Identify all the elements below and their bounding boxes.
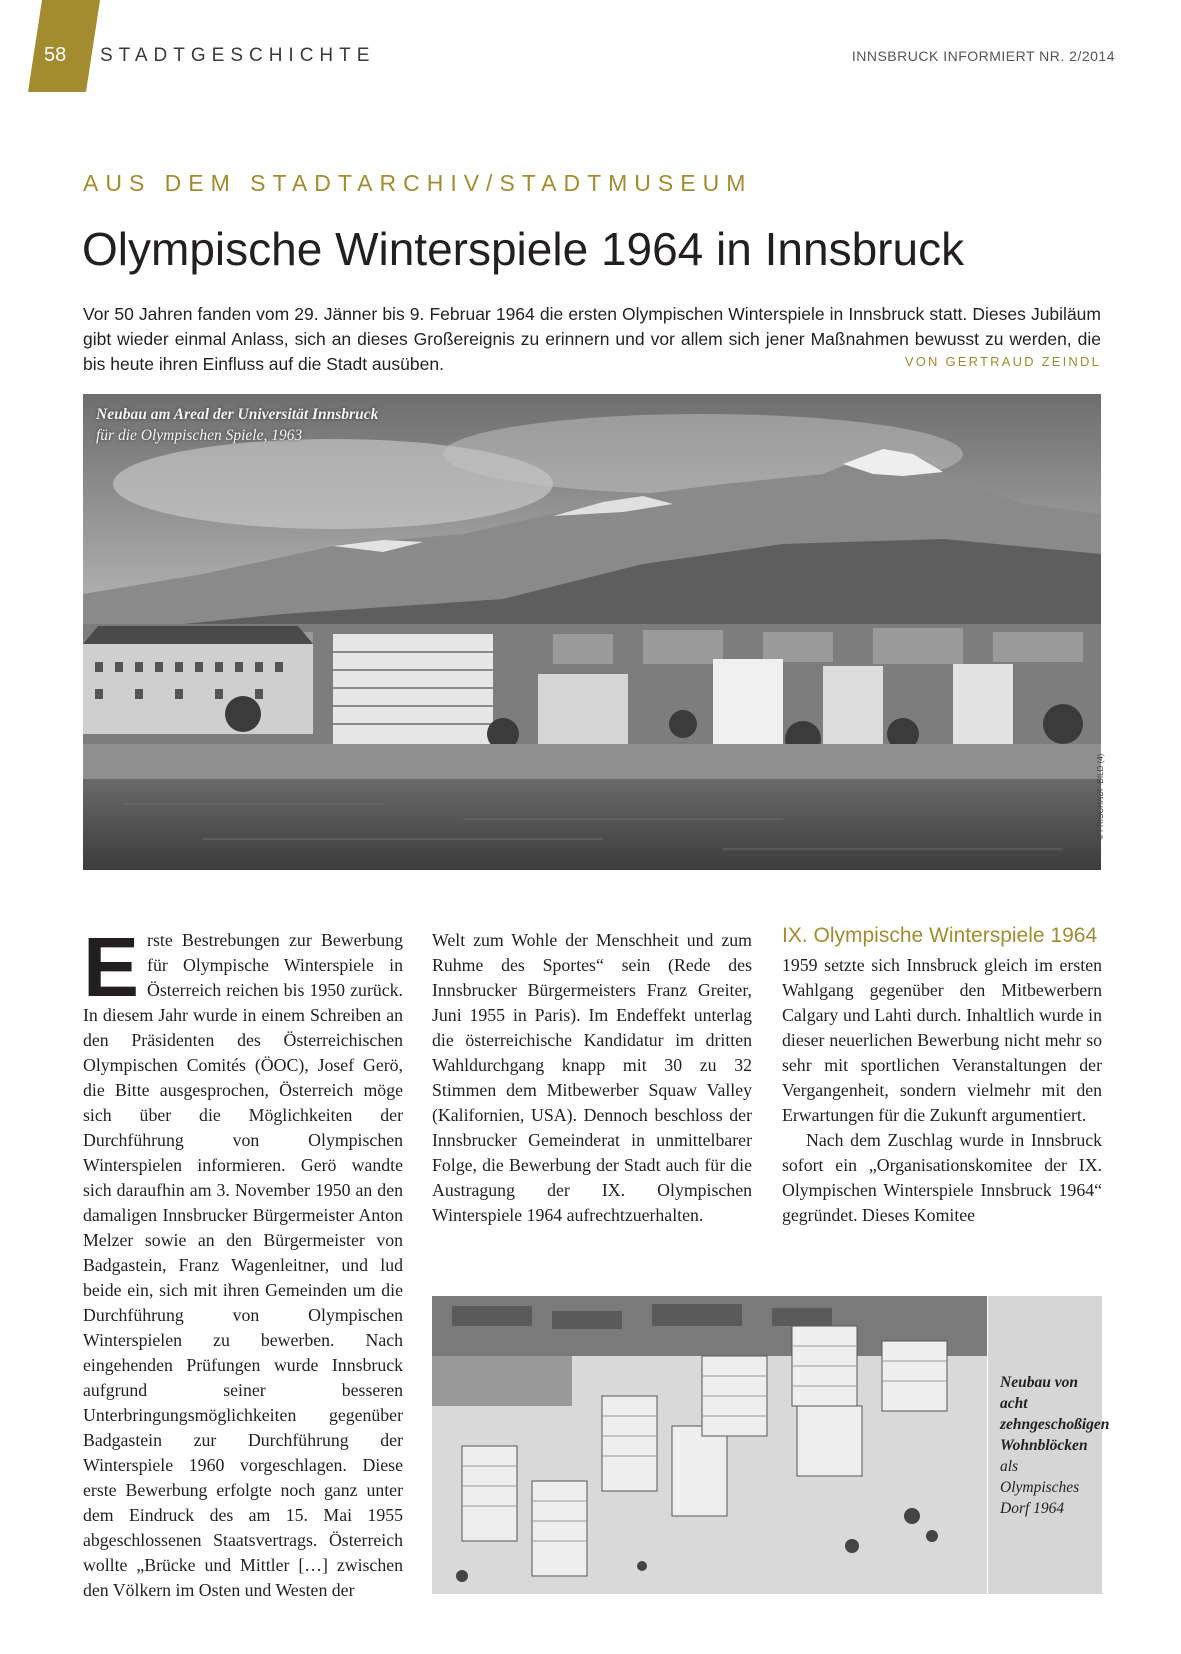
body-column-3 — [782, 953, 1102, 1228]
issue-label: INNSBRUCK INFORMIERT NR. 2/2014 — [851, 48, 1115, 64]
photo-university-construction — [83, 394, 1101, 870]
drop-cap: E — [83, 920, 140, 1014]
article-lead: Vor 50 Jahren fanden vom 29. Jänner bis 9. Februar 1964 die ersten Olympischen Winterspiele in Innsbruck statt. Dieses Jubiläum gibt wieder einmal Anlass, sich an dieses Großereignis zu erinnern und vor allem sich jener Maßnahmen bewusst zu werden, die bis heute ihren Einfluss auf die Stadt ausüben. — [83, 304, 1101, 374]
article-title: Olympische Winterspiele 1964 in Innsbruck — [82, 223, 965, 275]
column-3-paragraph-2: Nach dem Zuschlag wurde in Innsbruck sofort ein „Organisationskomitee der IX. Olympischen Winterspiele Innsbruck 1964“ gegründet. Dieses Komitee — [782, 1130, 1102, 1225]
body-column-2 — [432, 928, 752, 1228]
section-label: STADTGESCHICHTE — [100, 45, 376, 66]
section-heading: IX. Olympische Winterspiele 1964 — [782, 924, 1098, 947]
article-byline: VON GERTRAUD ZEINDL — [904, 354, 1101, 369]
column-2-text: Welt zum Wohle der Menschheit und zum Ruhme des Sportes“ sein (Rede des Innsbrucker Bürgermeisters Franz Greiter, Juni 1955 in Paris). Im Endeffekt unterlag die österreichische Kandidatur im dritten Wahldurchgang knapp mit 30 zu 32 Stimmen dem Mitbewerber Squaw Valley (Kalifornien, USA). Dennoch beschloss der Innsbrucker Gemeinderat in unmittelbarer Folge, die Bewerbung der Stadt auch für die Austragung der IX. Olympischen Winterspiele 1964 aufrechtzuerhalten. — [432, 930, 752, 1225]
caption-line-1: Neubau am Areal der Universität Innsbruck — [96, 406, 379, 423]
article-kicker: AUS DEM STADTARCHIV/STADTMUSEUM — [83, 170, 753, 196]
caption-bold: Neubau von acht zehngeschoßigen Wohnblöcken — [1000, 1374, 1110, 1454]
photo-credit: © FRISCHAUF-BILD (4) — [1096, 753, 1105, 840]
column-3-paragraph-1: 1959 setzte sich Innsbruck gleich im ersten Wahlgang gegenüber den Mitbewerbern Calgary und Lahti durch. Inhaltlich wurde in dieser neuerlichen Bewerbung nicht mehr so sehr mit sportlichen Veranstaltungen der Vergangenheit, sondern vielmehr mit den Erwartungen für die Zukunft argumentiert. — [782, 955, 1102, 1125]
caption-line-2: für die Olympischen Spiele, 1963 — [96, 427, 303, 444]
column-1-text: rste Bestrebungen zur Bewerbung für Olympische Winterspiele in Österreich reichen bis 1950 zurück. In diesem Jahr wurde in einem Schreiben an den Präsidenten des Österreichischen Olympischen Comités (ÖOC), Josef Gerö, die Bitte ausgesprochen, Österreich möge sich über die Möglichkeiten der Durchführung von Olympischen Winterspielen informieren. Gerö wandte sich daraufhin am 3. November 1950 an den damaligen Innsbrucker Bürgermeister Anton Melzer sowie an den Bürgermeister von Badgastein, Franz Wagenleitner, und lud beide ein, sich mit ihren Gemeinden um die Durchführung von Olympischen Winterspielen zu bewerben. Nach eingehenden Prüfungen wurde Innsbruck aufgrund seiner besseren Unterbringungsmöglichkeiten gegenüber Badgastein zur Durchführung der Winterspiele 1960 vorgeschlagen. Diese erste Bewerbung erfolgte noch ganz unter dem Eindruck des am 15. Mai 1955 abgeschlossenen Staatsvertrags. Österreich wollte „Brücke und Mittler […] zwischen den Völkern im Osten und Westen der — [83, 930, 403, 1600]
caption-rest: als Olympisches Dorf 1964 — [1000, 1458, 1080, 1517]
photo-two-caption — [1000, 1372, 1110, 1519]
body-column-1 — [83, 920, 403, 1603]
photo-main-caption — [96, 404, 378, 446]
page-number: 58 — [44, 44, 67, 66]
photo-olympic-village — [432, 1296, 987, 1594]
